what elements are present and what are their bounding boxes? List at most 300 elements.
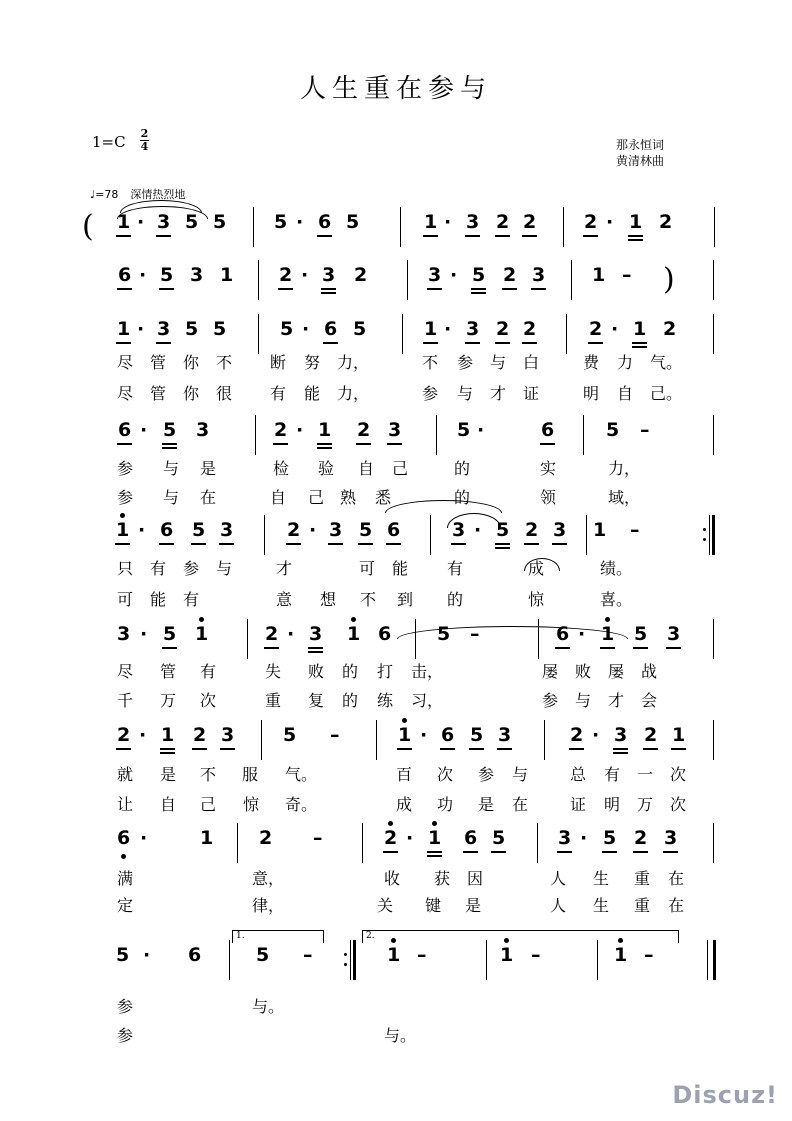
note-symbol: 3 [664,827,678,849]
high-octave-dot [605,617,610,622]
dash-sustain [303,944,313,966]
augmentation-dot [580,827,587,849]
lyric-syllable: 与。 [384,1026,417,1045]
underline [628,235,643,237]
note-symbol: – [417,944,427,966]
note-symbol: 3 [553,519,567,541]
note [220,519,233,541]
note [424,318,437,340]
lyric-syllable: 尽 [117,662,134,681]
note [117,827,130,849]
note [525,519,538,541]
lyric-syllable: 与 [512,765,529,784]
lyric-syllable: 击， [411,662,444,681]
note-symbol: 2 [117,724,131,746]
note-symbol: 1 [220,264,234,286]
note [190,264,203,286]
note [659,211,672,233]
lyric-syllable: 可 [117,590,134,609]
lyric-syllable: 习， [411,691,444,710]
note-symbol: 5 [213,318,227,340]
underline [471,288,486,290]
lyrics-verse-1 [0,350,792,372]
note-symbol: 3 [309,623,323,645]
note-symbol: · [444,318,452,340]
note-symbol: – [470,623,480,645]
barline [597,940,598,980]
note-symbol: 6 [378,623,392,645]
note-symbol: 5 [163,419,177,441]
underline [522,342,537,344]
lyric-syllable: 悉 [375,488,392,507]
note-symbol: 1 [116,519,130,541]
note [221,724,234,746]
lyrics-verse-1 [0,556,792,578]
note [347,623,360,645]
underline [117,288,132,290]
barline [544,720,545,760]
note-symbol: 5 [470,724,484,746]
lyric-syllable: 次 [437,765,454,784]
note-symbol: 5 [603,827,617,849]
augmentation-dot [138,519,145,541]
lyric-syllable: 与。 [252,997,285,1016]
note-symbol: 5 [116,944,130,966]
lyric-syllable: 领 [540,488,557,507]
note [466,211,479,233]
note [283,724,296,746]
lyric-syllable: 才 [276,559,293,578]
lyric-syllable: 屡 [608,662,625,681]
lyric-syllable: 复 [308,691,325,710]
note [593,519,606,541]
intro-close-paren: ) [663,262,675,297]
lyric-syllable: 参 [183,559,200,578]
note [500,944,513,966]
note-symbol: 2 [663,318,677,340]
volta-second-ending [362,930,679,943]
lyric-syllable: 因 [467,869,484,888]
time-signature-top: 2 [140,127,149,140]
note [280,318,293,340]
lyric-syllable: 只 [117,559,134,578]
lyric-syllable: 成 [396,795,413,814]
lyric-syllable: 己 [392,459,409,478]
notes-row [0,415,792,459]
note-symbol: 1 [593,519,607,541]
note [213,211,226,233]
underline [423,235,438,237]
note [256,944,269,966]
note-symbol: · [309,519,317,541]
lyric-syllable: 才 [608,691,625,710]
augmentation-dot [137,318,144,340]
note-symbol: 1 [601,623,615,645]
note [185,318,198,340]
score-line [0,940,792,984]
note-symbol: 5 [353,318,367,340]
note [274,211,287,233]
lyric-syllable: 让 [117,795,134,814]
note [274,419,287,441]
mood-marking: 深情热烈地 [130,188,186,201]
note [265,623,278,645]
underline [628,239,643,241]
note [318,419,331,441]
note-symbol: 1 [318,419,332,441]
note-symbol: 6 [464,827,478,849]
note-symbol: 2 [279,264,293,286]
note-symbol: · [301,264,309,286]
lyric-syllable: 参 [117,459,134,478]
lyric-syllable: 己 [308,488,325,507]
lyrics-verse-1 [0,994,792,1016]
barline [258,260,259,300]
note-symbol: · [139,264,147,286]
note-symbol: – [303,944,313,966]
underline [162,443,177,445]
note [570,724,583,746]
underline [663,851,678,853]
lyrics-verse-2 [0,792,792,814]
repeat-sign [344,940,356,980]
note-symbol: · [140,827,148,849]
lyric-syllable: 次 [670,765,687,784]
composer: 黄清林曲 [616,154,665,168]
note-symbol: 1 [117,211,131,233]
note [424,211,437,233]
note-symbol: – [531,944,541,966]
lyric-syllable: 气。 [650,353,683,372]
lyric-syllable: 到 [397,590,414,609]
note [193,724,206,746]
time-signature-bottom: 4 [140,140,149,153]
lyric-syllable: 白 [523,353,540,372]
augmentation-dot [309,519,316,541]
note-symbol: – [330,724,340,746]
note [498,724,511,746]
final-barline [707,940,716,980]
note-symbol: 2 [274,419,288,441]
note [398,724,411,746]
lyric-syllable: 失 [265,662,282,681]
dash-sustain [417,944,427,966]
credits [616,137,664,169]
underline [160,752,175,754]
note-symbol: 3 [452,519,466,541]
lyric-syllable: 不 [216,353,233,372]
note-symbol: 1 [629,211,643,233]
lyric-syllable: 绩。 [600,559,633,578]
lyric-syllable: 的 [447,590,464,609]
note [523,211,536,233]
underline [552,543,567,545]
note [188,944,201,966]
lyric-syllable: 管 [160,662,177,681]
note [603,827,616,849]
lyric-syllable: 努 [304,353,321,372]
note-symbol: 2 [570,724,584,746]
dash-sustain [622,264,632,286]
note [589,318,602,340]
underline [328,543,343,545]
barline [566,314,567,354]
note-symbol: 5 [346,211,360,233]
score-line [0,720,792,764]
underline [116,748,131,750]
note [318,211,331,233]
dash-sustain [630,519,640,541]
note [157,318,170,340]
underline [115,543,130,545]
note-symbol: · [606,211,614,233]
augmentation-dot [139,724,146,746]
note [324,318,337,340]
note-symbol: 5 [280,318,294,340]
note [629,211,642,233]
barline [402,314,403,354]
lyric-syllable: 你 [183,353,200,372]
note-symbol: 6 [441,724,455,746]
underline [588,342,603,344]
lyric-syllable: 参 [117,488,134,507]
note-symbol: 1 [424,318,438,340]
note-symbol: 5 [185,211,199,233]
note-symbol: 1 [428,827,442,849]
note [116,519,129,541]
note [163,419,176,441]
lyric-syllable: 生 [593,896,610,915]
note [633,318,646,340]
lyric-syllable: 喜。 [600,590,633,609]
underline [522,235,537,237]
notes-row [0,619,792,663]
barline [586,515,587,555]
note-symbol: 5 [359,519,373,541]
note-symbol: 6 [160,519,174,541]
lyrics-verse-2 [0,485,792,507]
lyric-syllable: 自 [160,795,177,814]
note-symbol: · [592,724,600,746]
note [195,623,208,645]
barline [237,823,238,863]
note-symbol: 6 [556,623,570,645]
note-symbol: 6 [541,419,555,441]
lyric-syllable: 与 [163,459,180,478]
barline [400,207,401,247]
note [322,264,335,286]
barline [713,260,714,300]
augmentation-dot [611,318,618,340]
lyric-syllable: 力， [337,353,370,372]
barline [350,940,351,980]
lyric-syllable: 服 [242,765,259,784]
note-symbol: · [296,211,304,233]
note [378,623,391,645]
score-line [0,619,792,663]
lyric-syllable: 的 [342,691,359,710]
note [160,264,173,286]
note [634,827,647,849]
note [663,318,676,340]
note [161,724,174,746]
note-symbol: 2 [384,827,398,849]
note-symbol: 2 [265,623,279,645]
lyric-syllable: 意 [276,590,293,609]
note [116,944,129,966]
underline [465,235,480,237]
note [192,519,205,541]
note [492,827,505,849]
lyric-syllable: 重 [634,896,651,915]
note-symbol: · [296,419,304,441]
lyric-syllable: 证 [523,384,540,403]
lyric-syllable: 尽 [117,384,134,403]
barline [253,207,254,247]
note-symbol: 5 [274,211,288,233]
note-symbol: 3 [428,264,442,286]
note-symbol: · [474,519,482,541]
lyric-syllable: 功 [437,795,454,814]
underline [387,443,402,445]
barline [709,515,710,555]
lyrics-verse-2 [0,381,792,403]
note-symbol: 2 [357,419,371,441]
underline [317,235,332,237]
underline [273,443,288,445]
barline [407,260,408,300]
high-octave-dot [351,617,356,622]
note [428,264,441,286]
lyric-syllable: 力， [608,459,641,478]
underline [632,342,647,344]
lyric-syllable: 检 [273,459,290,478]
note-symbol: 2 [496,211,510,233]
augmentation-dot [450,264,457,286]
underline [495,342,510,344]
augmentation-dot [420,724,427,746]
note-symbol: – [644,944,654,966]
note-symbol: · [420,724,428,746]
note [558,827,571,849]
lyric-syllable: 参 [117,1026,134,1045]
underline [465,342,480,344]
note [614,724,627,746]
lyric-syllable: 人 [550,869,567,888]
note [466,318,479,340]
underline [162,447,177,449]
note [117,724,130,746]
lyric-syllable: 屡 [542,662,559,681]
lyric-syllable: 战 [641,662,658,681]
note-symbol: · [580,827,588,849]
lyric-syllable: 与 [216,559,233,578]
song-title: 人生重在参与 [299,74,492,104]
note [357,419,370,441]
note [160,519,173,541]
barline [713,619,714,659]
note-symbol: 3 [388,419,402,441]
lyric-syllable: 千 [117,691,134,710]
lyric-syllable: 自 [358,459,375,478]
note-symbol: 1 [200,827,214,849]
note-symbol: 1 [387,944,401,966]
lyric-syllable: 管 [150,353,167,372]
barline [538,619,539,659]
underline [495,235,510,237]
underline [162,647,177,649]
note-symbol: 1 [592,264,606,286]
note [496,318,509,340]
barline-thick [712,515,715,555]
note-symbol: · [287,623,295,645]
time-signature [140,128,149,153]
note-symbol: – [630,519,640,541]
lyric-syllable: 百 [396,765,413,784]
note-symbol: 5 [192,519,206,541]
note [503,264,516,286]
lyric-syllable: 验 [318,459,335,478]
lyric-syllable: 熟 [340,488,357,507]
underline [219,543,234,545]
barline-thick [353,940,356,980]
note [523,318,536,340]
underline [427,855,442,857]
underline [427,288,442,290]
notes-row [0,720,792,764]
barline [713,823,714,863]
note-symbol: 3 [466,318,480,340]
barline [261,720,262,760]
lyric-syllable: 是 [465,896,482,915]
lyric-syllable: 败 [308,662,325,681]
augmentation-dot [140,623,147,645]
underline [666,647,681,649]
lyric-syllable: 在 [668,896,685,915]
lyrics-verse-1 [0,762,792,784]
note [584,211,597,233]
underline [557,851,572,853]
note-symbol: 2 [659,211,673,233]
note [118,264,131,286]
underline [491,851,506,853]
note-symbol: 1 [633,318,647,340]
note-symbol: – [640,419,650,441]
note [592,264,605,286]
note-symbol: · [137,318,145,340]
note [441,724,454,746]
tempo-value: ♩=78 [90,188,119,201]
barline [714,207,715,247]
augmentation-dot [143,944,150,966]
underline [356,443,371,445]
lyric-syllable: 想 [320,590,337,609]
high-octave-dot [432,821,437,826]
note-symbol: 5 [634,623,648,645]
note-symbol: 3 [329,519,343,541]
barline [486,940,487,980]
intro-open-paren: ( [82,209,94,244]
note-symbol: · [140,419,148,441]
underline [440,748,455,750]
underline [602,851,617,853]
lyric-syllable: 在 [668,869,685,888]
lyric-syllable: 能 [304,384,321,403]
underline [495,547,510,549]
note-symbol: 6 [318,211,332,233]
lyric-syllable: 收 [384,869,401,888]
note-symbol: · [406,827,414,849]
